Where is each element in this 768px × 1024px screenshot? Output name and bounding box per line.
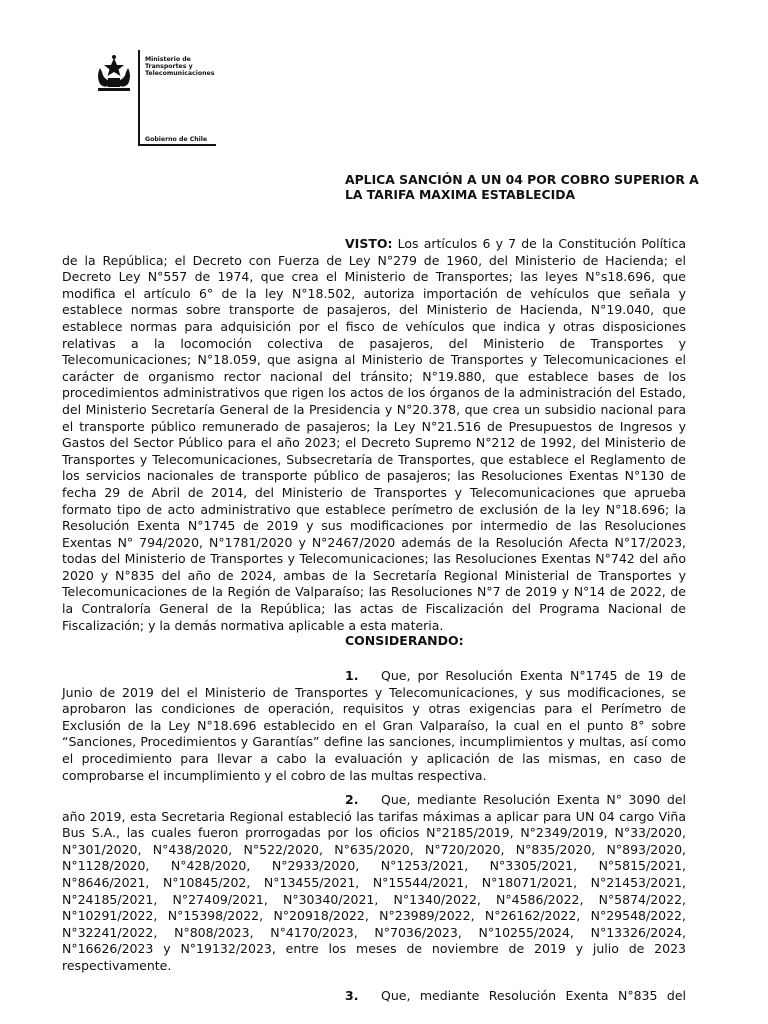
ministry-line: Transportes y	[145, 63, 193, 70]
visto-paragraph	[62, 236, 686, 634]
item-text: Que, por Resolución Exenta N°1745 de 19 de Junio de 2019 del el Ministerio de Transportes y Telecomunicaciones, y sus modificaciones, se aprobaron las condiciones de operación, requisitos y otras exigencias para el Perímetro de Exclusión de la Ley N°18.696 establecido en el Gran Valparaíso, la cual en el punto 8° sobre “Sanciones, Procedimientos y Garantías” define las sanciones, incumplimientos y multas, así como el procedimiento para llevar a cabo la evaluación y aplicación de las mismas, en caso de comprobarse el incumplimiento y el cobro de las multas respectiva.	[62, 668, 686, 783]
item-text: Que, mediante Resolución Exenta N°835 del	[381, 988, 686, 1003]
logo-divider-vertical	[138, 50, 140, 144]
logo-divider-horizontal	[138, 144, 216, 146]
title-line: APLICA SANCIÓN A UN 04 POR COBRO SUPERIOR A	[345, 172, 699, 187]
visto-label: VISTO:	[345, 236, 393, 251]
visto-text: Los artículos 6 y 7 de la Constitución Política de la República; el Decreto con Fuerza de Ley N°279 de 1960, del Ministerio de Hacienda; el Decreto Ley N°557 de 1974, que crea el Ministerio de Transportes; las leyes N°s18.696, que modifica el artículo 6° de la ley N°18.502, autoriza importación de vehículos que señala y establece normas sobre transporte de pasajeros, del Ministerio de Hacienda, N°19.040, que establece normas para adquisición por el fisco de vehículos que indica y otras disposiciones relativas a la locomoción colectiva de pasajeros, del Ministerio de Transportes y Telecomunicaciones; N°18.059, que asigna al Ministerio de Transportes y Telecomunicaciones el carácter de organismo rector nacional del tránsito; N°19.880, que establece bases de los procedimientos administrativos que rigen los actos de los órganos de la administración del Estado, del Ministerio Secretaría General de la Presidencia y N°20.378, que crea un subsidio nacional para el transporte público remunerado de pasajeros; la Ley N°21.516 de Presupuestos de Ingresos y Gastos del Sector Público para el año 2023; el Decreto Supremo N°212 de 1992, del Ministerio de Transportes y Telecomunicaciones, Subsecretaría de Transportes, que establece el Reglamento de los servicios nacionales de transporte público de pasajeros; las Resoluciones Exentas N°130 de fecha 29 de Abril de 2014, del Ministerio de Transportes y Telecomunicaciones que aprueba formato tipo de acto administrativo que establece perímetro de exclusión de la ley N°18.696; la Resolución Exenta N°1745 de 2019 y sus modificaciones por intermedio de las Resoluciones Exentas N° 794/2020, N°1781/2020 y N°2467/2020 además de la Resolución Afecta N°17/2023, todas del Ministerio de Transportes y Telecomunicaciones; las Resoluciones Exentas N°742 del año 2020 y N°835 del año de 2024, ambas de la Secretaría Regional Ministerial de Transportes y Telecomunicaciones de la Región de Valparaíso; las Resoluciones N°7 de 2019 y N°14 de 2022, de la Contraloría General de la República; las actas de Fiscalización del Programa Nacional de Fiscalización; y la demás normativa aplicable a esta materia.	[62, 236, 686, 633]
item-number: 2.	[345, 792, 359, 807]
considerando-heading: CONSIDERANDO:	[345, 633, 464, 648]
considerando-item-3	[62, 988, 686, 1005]
government-label: Gobierno de Chile	[145, 136, 208, 143]
item-number: 3.	[345, 988, 359, 1003]
ministry-line: Telecomunicaciones	[145, 70, 215, 77]
item-text: Que, mediante Resolución Exenta N° 3090 del año 2019, esta Secretaria Regional estableció las tarifas máximas a aplicar para UN 04 cargo Viña Bus S.A., las cuales fueron prorrogadas por los oficios N°2185/2019, N°2349/2019, N°33/2020, N°301/2020, N°438/2020, N°522/2020, N°635/2020, N°720/2020, N°835/2020, N°893/2020, N°1128/2020, N°428/2020, N°2933/2020, N°1253/2021, N°3305/2021, N°5815/2021, N°8646/2021, N°10845/202, N°13455/2021, N°15544/2021, N°18071/2021, N°21453/2021, N°24185/2021, N°27409/2021, N°30340/2021, N°1340/2022, N°4586/2022, N°5874/2022, N°10291/2022, N°15398/2022, N°20918/2022, N°23989/2022, N°26162/2022, N°29548/2022, N°32241/2022, N°808/2023, N°4170/2023, N°7036/2023, N°10255/2024, N°13326/2024, N°16626/2023 y N°19132/2023, entre los meses de noviembre de 2019 y julio de 2023 respectivamente.	[62, 792, 686, 973]
ministry-logo	[80, 44, 216, 150]
coat-of-arms-icon	[90, 54, 138, 94]
title-line: LA TARIFA MAXIMA ESTABLECIDA	[345, 187, 576, 202]
ministry-name	[145, 56, 214, 77]
ministry-line: Ministerio de	[145, 56, 191, 63]
considerando-item-1	[62, 668, 686, 784]
document-title	[345, 172, 699, 202]
item-number: 1.	[345, 668, 359, 683]
considerando-item-2	[62, 792, 686, 975]
